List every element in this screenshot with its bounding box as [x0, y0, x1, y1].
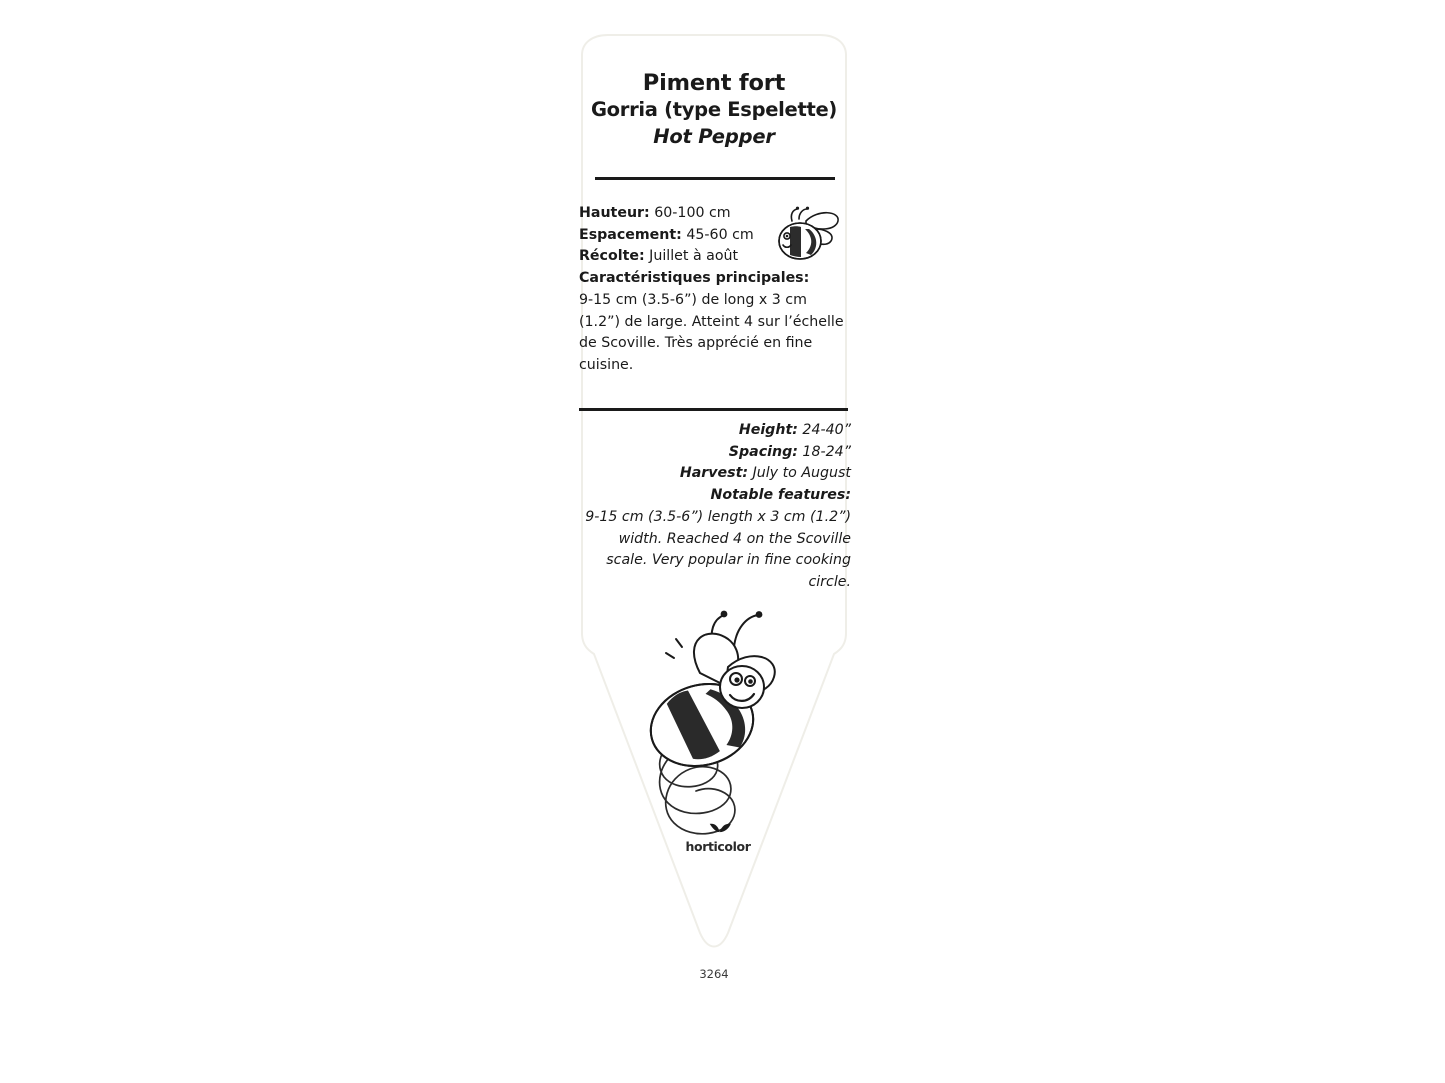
spec-value-spacing-en: 18-24”: [802, 443, 851, 460]
divider-middle: [579, 408, 848, 411]
variety-name: Gorria (type Espelette): [590, 98, 838, 122]
leaf-icon: [676, 823, 760, 834]
horticolor-logo-icon: [676, 821, 760, 854]
spec-label-spacing-en: Spacing:: [728, 443, 798, 460]
spec-value-harvest-fr: Juillet à août: [649, 248, 739, 265]
spec-label-height-en: Height:: [738, 422, 798, 438]
label-content: [568, 33, 860, 1043]
spec-value-height-en: 24-40”: [802, 422, 851, 438]
spec-row-spacing-en: [579, 442, 851, 464]
spec-value-spacing-fr: 45-60 cm: [686, 226, 754, 243]
spec-row-height-en: [579, 420, 851, 442]
spec-value-features-en: 9-15 cm (3.5-6”) length x 3 cm (1.2”) width. Reached 4 on the Scoville scale. Very popular in fine cooking circle.: [585, 509, 851, 591]
spec-value-features-fr: 9-15 cm (3.5-6”) de long x 3 cm (1.2”) de large. Atteint 4 sur l’échelle de Scoville. Très apprécié en fine cuisine.: [579, 292, 844, 374]
spec-value-harvest-en: July to August: [752, 465, 851, 482]
brand-name: horticolor: [685, 839, 751, 854]
spec-row-features-en: [579, 485, 851, 507]
spec-label-features-fr: Caractéristiques principales:: [579, 269, 810, 286]
bee-icon: [776, 205, 848, 273]
spec-label-height-fr: Hauteur:: [579, 205, 650, 221]
spec-label-spacing-fr: Espacement:: [579, 226, 682, 243]
spec-label-harvest-en: Harvest:: [679, 465, 749, 482]
plant-label-stake: [568, 33, 860, 1043]
spec-label-harvest-fr: Récolte:: [579, 248, 645, 265]
divider-top: [595, 177, 835, 180]
spec-label-features-en: Notable features:: [710, 486, 851, 503]
spec-value-height-fr: 60-100 cm: [654, 205, 731, 221]
title-block: [568, 71, 860, 148]
spec-block-en: [579, 420, 851, 594]
spec-row-harvest-en: [579, 463, 851, 485]
page-title-en: Hot Pepper: [653, 124, 775, 148]
page-title-fr: Piment fort: [642, 70, 786, 96]
item-code: 3264: [699, 967, 729, 981]
